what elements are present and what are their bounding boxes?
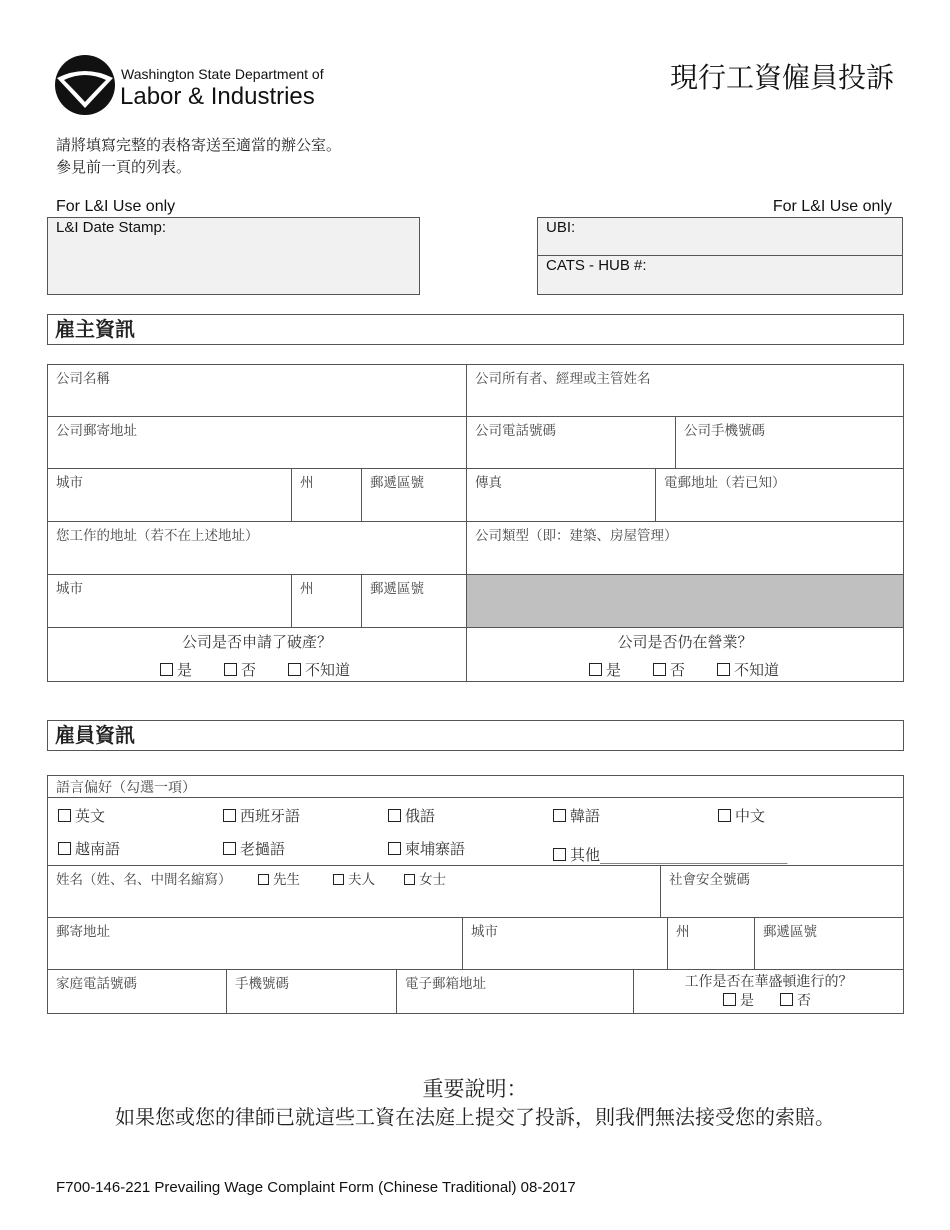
bankruptcy-question: 公司是否申請了破產？	[181, 633, 332, 651]
ssn-label: 社會安全號碼	[669, 872, 750, 888]
home-phone-field[interactable]	[47, 969, 227, 1014]
in-business-unknown-label: 不知道	[734, 661, 780, 679]
checkbox-icon[interactable]	[388, 842, 401, 855]
in-business-yes-option[interactable]	[589, 659, 621, 680]
shaded-block	[466, 574, 904, 628]
company-mailing-address-field[interactable]	[47, 416, 467, 469]
in-business-yes-label: 是	[606, 661, 622, 679]
notice-text: 如果您或您的律師已就這些工資在法庭上提交了投訴，則我們無法接受您的索賠。	[115, 1105, 835, 1129]
bankruptcy-question-box	[47, 627, 467, 682]
title-mrs-label: 夫人	[348, 872, 375, 888]
lang-lao-label: 老撾語	[240, 840, 286, 858]
company-phone-field[interactable]	[466, 416, 676, 469]
company-state-label: 州	[300, 475, 314, 491]
company-fax-label: 傳真	[475, 475, 502, 491]
company-city-field[interactable]	[47, 468, 292, 522]
checkbox-icon[interactable]	[553, 848, 566, 861]
in-business-question: 公司是否仍在營業？	[617, 633, 753, 651]
company-type-field[interactable]	[466, 521, 904, 575]
company-fax-field[interactable]	[466, 468, 656, 522]
work-in-wa-question: 工作是否在華盛頓進行的？	[684, 974, 853, 990]
company-type-label: 公司類型（即：建築、房屋管理）	[475, 528, 678, 544]
checkbox-icon[interactable]	[653, 663, 666, 676]
company-email-field[interactable]	[655, 468, 904, 522]
checkbox-icon[interactable]	[224, 663, 237, 676]
date-stamp-label: L&I Date Stamp:	[56, 219, 167, 236]
employee-state-label: 州	[676, 924, 690, 940]
employee-name-label: 姓名（姓、名、中間名縮寫）	[56, 872, 232, 888]
instruction-line1: 請將填寫完整的表格寄送至適當的辦公室。	[56, 136, 342, 154]
checkbox-icon[interactable]	[723, 993, 736, 1006]
checkbox-icon[interactable]	[718, 809, 731, 822]
employee-city-field[interactable]	[462, 917, 668, 970]
checkbox-icon[interactable]	[160, 663, 173, 676]
lang-cambodian-label: 柬埔寨語	[405, 840, 466, 858]
checkbox-icon[interactable]	[223, 842, 236, 855]
work-state-label: 州	[300, 581, 314, 597]
cats-hub-label: CATS - HUB #:	[546, 257, 647, 274]
language-preference-box	[47, 775, 904, 866]
checkbox-icon[interactable]	[780, 993, 793, 1006]
lang-korean-label: 韓語	[570, 807, 601, 825]
company-zip-label: 郵遞區號	[370, 475, 424, 491]
work-in-wa-no-option[interactable]	[780, 990, 811, 1010]
bankruptcy-no-option[interactable]	[224, 659, 256, 680]
employee-zip-field[interactable]	[754, 917, 904, 970]
employee-mailing-address-field[interactable]	[47, 917, 463, 970]
agency-name-line1: Washington State Department of	[121, 66, 324, 82]
bankruptcy-unknown-option[interactable]	[288, 659, 350, 680]
lang-english-label: 英文	[75, 807, 106, 825]
lni-logo-icon	[54, 54, 116, 116]
employee-city-label: 城市	[471, 924, 498, 940]
title-ms-option[interactable]	[404, 868, 446, 888]
lang-other-option[interactable]	[553, 844, 788, 865]
checkbox-icon[interactable]	[553, 809, 566, 822]
company-mobile-label: 公司手機號碼	[684, 423, 765, 439]
lang-chinese-label: 中文	[735, 807, 766, 825]
date-stamp-box[interactable]	[47, 217, 420, 295]
work-city-label: 城市	[56, 581, 83, 597]
company-state-field[interactable]	[291, 468, 362, 522]
notice-title: 重要說明：	[422, 1077, 528, 1101]
company-mobile-field[interactable]	[675, 416, 904, 469]
lang-cambodian-option[interactable]	[388, 838, 465, 859]
bankruptcy-yes-label: 是	[177, 661, 193, 679]
company-zip-field[interactable]	[361, 468, 467, 522]
company-city-label: 城市	[56, 475, 83, 491]
bankruptcy-yes-option[interactable]	[160, 659, 192, 680]
mobile-field[interactable]	[226, 969, 397, 1014]
agency-name-line2: Labor & Industries	[120, 83, 315, 110]
company-name-field[interactable]	[47, 364, 467, 417]
home-phone-label: 家庭電話號碼	[56, 976, 137, 992]
work-address-label: 您工作的地址（若不在上述地址）	[56, 528, 259, 544]
lang-lao-option[interactable]	[223, 838, 285, 859]
work-state-field[interactable]	[291, 574, 362, 628]
checkbox-icon[interactable]	[223, 809, 236, 822]
lang-chinese-option[interactable]	[718, 805, 765, 826]
lang-russian-option[interactable]	[388, 805, 435, 826]
employee-zip-label: 郵遞區號	[763, 924, 817, 940]
checkbox-icon[interactable]	[388, 809, 401, 822]
bankruptcy-unknown-label: 不知道	[305, 661, 351, 679]
employee-state-field[interactable]	[667, 917, 755, 970]
checkbox-icon[interactable]	[589, 663, 602, 676]
title-mr-option[interactable]	[258, 868, 300, 888]
work-in-wa-box	[633, 969, 904, 1014]
checkbox-icon[interactable]	[333, 874, 344, 885]
checkbox-icon[interactable]	[58, 809, 71, 822]
title-ms-label: 女士	[419, 872, 446, 888]
checkbox-icon[interactable]	[258, 874, 269, 885]
work-in-wa-no-label: 否	[797, 993, 811, 1009]
bankruptcy-no-label: 否	[241, 661, 257, 679]
employee-section-title: 雇員資訊	[47, 720, 904, 751]
language-preference-label: 語言偏好（勾選一項）	[56, 780, 196, 796]
lang-vietnamese-option[interactable]	[58, 838, 120, 859]
office-use-right-label: For L&I Use only	[772, 198, 892, 215]
in-business-unknown-option[interactable]	[717, 659, 779, 680]
lang-russian-label: 俄語	[405, 807, 436, 825]
work-address-field[interactable]	[47, 521, 467, 575]
work-in-wa-yes-option[interactable]	[723, 990, 754, 1010]
lang-vietnamese-label: 越南語	[75, 840, 121, 858]
in-business-no-option[interactable]	[653, 659, 685, 680]
ssn-field[interactable]	[660, 865, 904, 918]
employee-email-label: 電子郵箱地址	[405, 976, 486, 992]
form-id: F700-146-221 Prevailing Wage Complaint Form (Chinese Traditional) 08-2017	[56, 1179, 576, 1196]
checkbox-icon[interactable]	[717, 663, 730, 676]
checkbox-icon[interactable]	[58, 842, 71, 855]
employee-mailing-address-label: 郵寄地址	[56, 924, 110, 940]
instruction-line2: 參見前一頁的列表。	[56, 158, 192, 176]
mobile-label: 手機號碼	[235, 976, 289, 992]
company-name-label: 公司名稱	[56, 371, 110, 387]
in-business-question-box	[466, 627, 904, 682]
title-mrs-option[interactable]	[333, 868, 375, 888]
work-in-wa-yes-label: 是	[740, 993, 754, 1009]
lang-korean-option[interactable]	[553, 805, 600, 826]
checkbox-icon[interactable]	[288, 663, 301, 676]
in-business-no-label: 否	[670, 661, 686, 679]
company-phone-label: 公司電話號碼	[475, 423, 556, 439]
ubi-label: UBI:	[546, 219, 576, 236]
office-use-left-label: For L&I Use only	[56, 198, 176, 215]
employee-email-field[interactable]	[396, 969, 634, 1014]
work-zip-field[interactable]	[361, 574, 467, 628]
lang-spanish-label: 西班牙語	[240, 807, 301, 825]
work-city-field[interactable]	[47, 574, 292, 628]
checkbox-icon[interactable]	[404, 874, 415, 885]
employer-section-title: 雇主資訊	[47, 314, 904, 345]
ubi-field[interactable]	[537, 217, 903, 256]
employee-name-field[interactable]	[47, 865, 661, 918]
cats-hub-field[interactable]	[537, 255, 903, 295]
company-email-label: 電郵地址（若已知）	[664, 475, 786, 491]
owner-name-label: 公司所有者、經理或主管姓名	[475, 371, 651, 387]
owner-name-field[interactable]	[466, 364, 904, 417]
lang-other-label: 其他_________________________	[570, 846, 788, 864]
lang-spanish-option[interactable]	[223, 805, 300, 826]
work-zip-label: 郵遞區號	[370, 581, 424, 597]
title-mr-label: 先生	[273, 872, 300, 888]
form-title: 現行工資僱員投訴	[669, 61, 894, 94]
lni-logo	[54, 54, 116, 116]
lang-english-option[interactable]	[58, 805, 105, 826]
company-mailing-address-label: 公司郵寄地址	[56, 423, 137, 439]
